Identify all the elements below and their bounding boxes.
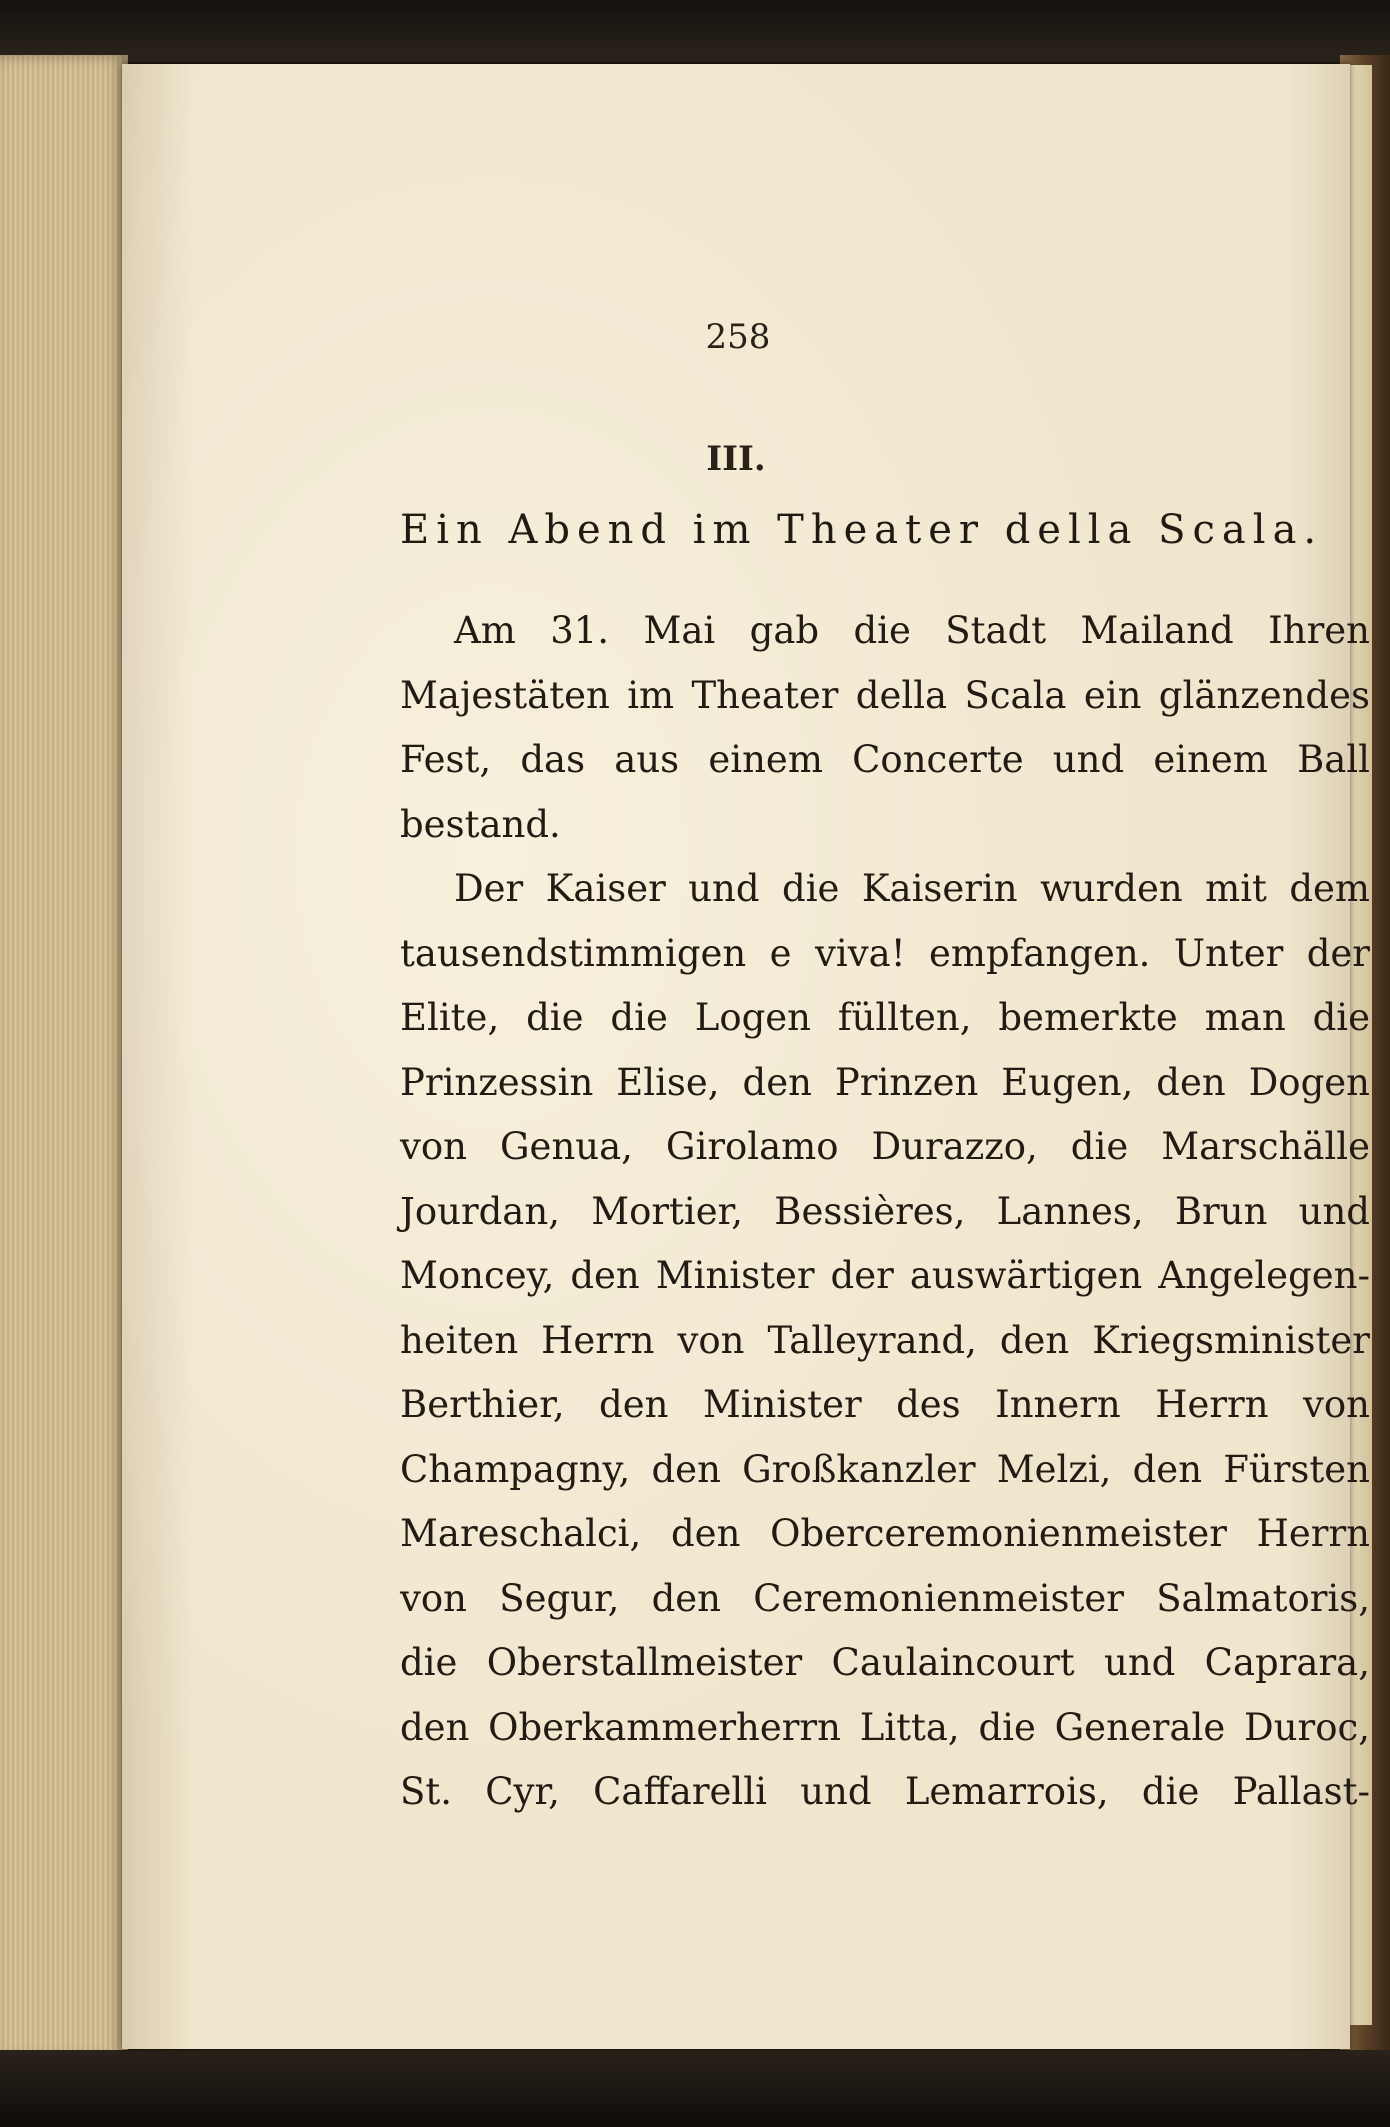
text-line: bestand.: [400, 802, 561, 846]
text-line: Der Kaiser und die Kaiserin wurden mit dem: [454, 867, 1370, 910]
text-line: Mareschalci, den Oberceremonienmeister Herrn: [400, 1512, 1370, 1555]
text-line: von Segur, den Ceremonienmeister Salmatoris,: [400, 1576, 1370, 1620]
text-line: den Oberkammerherrn Litta, die Generale Duroc,: [400, 1705, 1370, 1749]
text-line: die Oberstallmeister Caulaincourt und Caprara,: [400, 1641, 1370, 1684]
text-line: Champagny, den Großkanzler Melzi, den Fürsten: [400, 1447, 1370, 1491]
text-line: Jourdan, Mortier, Bessières, Lannes, Brun und: [400, 1189, 1370, 1233]
text-line: St. Cyr, Caffarelli und Lemarrois, die Pallast-: [400, 1770, 1370, 1813]
text-line: von Genua, Girolamo Durazzo, die Marschälle: [400, 1125, 1370, 1168]
chapter-number: III.: [706, 439, 766, 479]
top-shadow: [0, 0, 1390, 62]
text-line: Prinzessin Elise, den Prinzen Eugen, den Dogen: [400, 1060, 1370, 1104]
bottom-shadow: [0, 2050, 1390, 2127]
text-line: Am 31. Mai gab die Stadt Mailand Ihren: [454, 609, 1370, 652]
page-number: 258: [705, 317, 771, 357]
text-line: Fest, das aus einem Concerte und einem Ball: [400, 738, 1370, 781]
text-line: Majestäten im Theater della Scala ein glänzendes: [400, 673, 1370, 717]
chapter-title: Ein Abend im Theater della Scala.: [400, 507, 1324, 553]
text-line: Elite, die die Logen füllten, bemerkte man die: [400, 996, 1370, 1039]
text-line: heiten Herrn von Talleyrand, den Kriegsminister: [400, 1318, 1370, 1362]
text-line: Berthier, den Minister des Innern Herrn von: [400, 1383, 1370, 1426]
page-edges-left: [0, 55, 128, 2060]
text-line: Moncey, den Minister der auswärtigen Angelegen-: [400, 1254, 1370, 1297]
body-text: [400, 599, 1370, 1825]
text-line: tausendstimmigen e viva! empfangen. Unter der: [400, 931, 1370, 975]
book-page: [122, 64, 1370, 2049]
